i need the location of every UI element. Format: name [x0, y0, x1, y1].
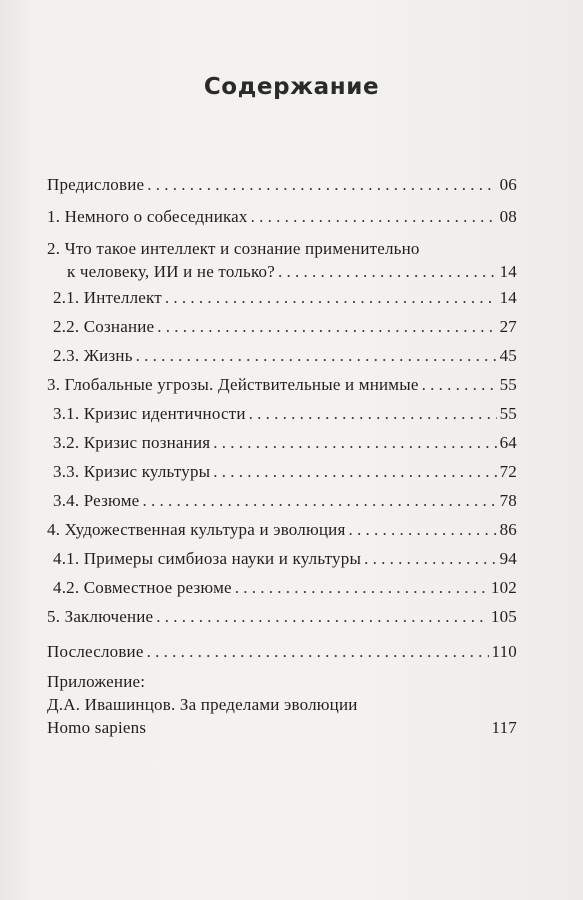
toc-entry-label: 3.1. Кризис идентичности [53, 404, 246, 423]
toc-dot-leader [147, 175, 496, 195]
toc-dot-leader [213, 462, 496, 482]
toc-entry-label: 2.1. Интеллект [53, 288, 162, 307]
toc-entry-label: 4.2. Совместное резюме [53, 578, 232, 597]
toc-entry-2-2 [50, 317, 517, 339]
toc-entry-3 [47, 375, 517, 397]
toc-entry-page: 86 [499, 520, 517, 539]
page-title: Содержание [203, 74, 380, 100]
toc-dot-leader [422, 375, 497, 395]
toc-dot-leader [213, 433, 496, 453]
toc-entry-page: 110 [491, 642, 517, 661]
toc-entry-3-3 [50, 462, 517, 484]
toc-entry-label: 1. Немного о собеседниках [47, 207, 248, 226]
toc-entry-label: к человеку, ИИ и не только? [67, 262, 275, 281]
toc-entry-label: 3.3. Кризис культуры [53, 462, 211, 481]
toc-entry-page: 14 [499, 288, 517, 307]
toc-dot-leader [348, 520, 496, 540]
toc-entry-page: 08 [499, 207, 517, 226]
toc-entry-page: 64 [499, 433, 517, 452]
toc-dot-leader [165, 288, 497, 308]
toc-entry-preface [47, 175, 517, 197]
toc-entry-page: 105 [490, 607, 517, 626]
toc-entry-label: 4.1. Примеры симбиоза науки и культуры [53, 549, 362, 568]
toc-entry-label: Предисловие [47, 175, 145, 194]
toc-entry-5 [47, 607, 517, 629]
toc-entry-page: 102 [490, 578, 517, 597]
toc-entry-appendix-title [47, 718, 517, 740]
toc-dot-leader [147, 642, 489, 662]
toc-entry-label: Homo sapiens [47, 718, 147, 737]
toc-dot-leader [136, 346, 497, 366]
toc-entry-appendix: Приложение: [47, 672, 146, 691]
toc-entry-label: 4. Художественная культура и эволюция [47, 520, 346, 539]
toc-dot-leader [249, 404, 497, 424]
toc-entry-page: 14 [499, 262, 517, 281]
toc-entry-label: 3.2. Кризис познания [53, 433, 211, 452]
toc-entry-2-line1: 2. Что такое интеллект и сознание применительно [47, 239, 420, 258]
toc-entry-afterword [47, 642, 517, 664]
toc-entry-label: 2.3. Жизнь [53, 346, 133, 365]
toc-dot-leader [364, 549, 497, 569]
toc-entry-label: 3.4. Резюме [53, 491, 140, 510]
toc-entry-4 [47, 520, 517, 542]
toc-dot-leader [157, 317, 496, 337]
toc-entry-3-4 [50, 491, 517, 513]
toc-entry-4-1 [50, 549, 517, 571]
toc-entry-page: 55 [499, 404, 517, 423]
toc-entry-page: 72 [499, 462, 517, 481]
toc-entry-2-line2 [67, 262, 517, 284]
toc-dot-leader [156, 607, 488, 627]
toc-entry-appendix-author: Д.А. Ивашинцов. За пределами эволюции [47, 695, 358, 714]
toc-entry-page: 06 [499, 175, 517, 194]
toc-entry-2-1 [50, 288, 517, 310]
toc-entry-page: 45 [499, 346, 517, 365]
toc-entry-page: 117 [491, 718, 517, 737]
toc-dot-leader [251, 207, 497, 227]
toc-entry-4-2 [50, 578, 517, 600]
toc-entry-2-3 [50, 346, 517, 368]
toc-entry-3-1 [50, 404, 517, 426]
toc-entry-page: 55 [499, 375, 517, 394]
toc-entry-page: 94 [499, 549, 517, 568]
toc-entry-label: 3. Глобальные угрозы. Действительные и мнимые [47, 375, 419, 394]
toc-entry-1 [47, 207, 517, 229]
toc-entry-label: Послесловие [47, 642, 144, 661]
toc-entry-label: 5. Заключение [47, 607, 154, 626]
toc-entry-page: 27 [499, 317, 517, 336]
toc-entry-page: 78 [499, 491, 517, 510]
toc-entry-label: 2.2. Сознание [53, 317, 155, 336]
toc-dot-leader [142, 491, 496, 511]
toc-dot-leader [278, 262, 497, 282]
toc-entry-3-2 [50, 433, 517, 455]
toc-dot-leader [235, 578, 488, 598]
